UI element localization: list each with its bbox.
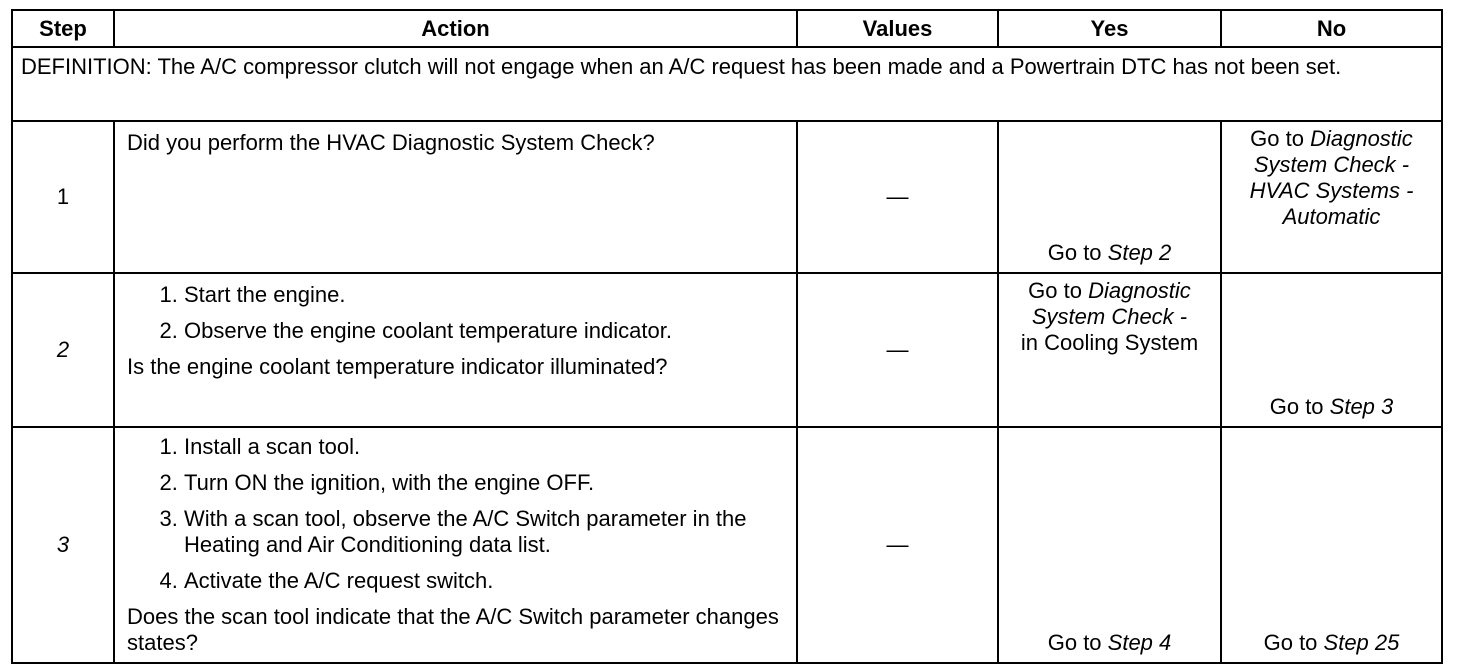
yes-goto-link: Diagnostic System Check - [1031,278,1191,329]
action-cell [114,121,797,273]
step-number: 2 [12,273,114,427]
action-steps-list [127,434,786,594]
no-goto-link: Step 25 [1323,630,1400,655]
action-question: Does the scan tool indicate that the A/C Switch parameter changes states? [127,604,779,655]
header-no: No [1221,10,1442,47]
yes-goto-prefix: Go to [1028,278,1089,303]
no-goto-prefix: Go to [1263,630,1324,655]
action-step: 3. With a scan tool, observe the A/C Switch parameter in the Heating and Air Conditioning data list. [184,506,786,558]
header-values: Values [797,10,998,47]
step-number: 1 [12,121,114,273]
no-goto [1222,630,1441,656]
action-step: 2. Turn ON the ignition, with the engine OFF. [184,470,786,496]
action-question: Did you perform the HVAC Diagnostic System Check? [127,130,655,155]
yes-goto-prefix: Go to [1047,240,1108,265]
yes-goto [999,630,1220,656]
value-cell: — [797,273,998,427]
header-row [12,10,1442,47]
yes-goto-prefix: Go to [1047,630,1108,655]
table-row [12,121,1442,273]
action-cell [114,427,797,663]
action-step: 1. Install a scan tool. [184,434,786,460]
yes-cell [998,121,1221,273]
diagnostic-table [11,9,1443,664]
header-step: Step [12,10,114,47]
diagnostic-table-container [11,9,1443,664]
step-number: 3 [12,427,114,663]
header-yes: Yes [998,10,1221,47]
value-cell: — [797,121,998,273]
table-row [12,273,1442,427]
yes-cell [998,427,1221,663]
yes-goto-suffix: in Cooling System [1020,330,1199,355]
definition-row [12,47,1442,121]
yes-cell [998,273,1221,427]
no-goto-prefix: Go to [1269,394,1330,419]
action-question: Is the engine coolant temperature indicator illuminated? [127,354,668,379]
header-action: Action [114,10,797,47]
table-row [12,427,1442,663]
action-step: 1. Start the engine. [184,282,786,308]
value-cell: — [797,427,998,663]
no-goto-link: Diagnostic System Check - HVAC Systems - Automatic [1249,126,1414,229]
yes-goto-link: Step 2 [1107,240,1172,265]
yes-goto-link: Step 4 [1107,630,1172,655]
no-goto-prefix: Go to [1250,126,1311,151]
action-step: 2. Observe the engine coolant temperature indicator. [184,318,786,344]
yes-goto [999,278,1220,356]
no-cell [1221,273,1442,427]
definition-text: DEFINITION: The A/C compressor clutch will not engage when an A/C request has been made and a Powertrain DTC has not been set. [12,47,1442,121]
action-cell [114,273,797,427]
no-goto [1222,394,1441,420]
no-goto-link: Step 3 [1329,394,1394,419]
action-steps-list [127,282,786,344]
no-cell [1221,121,1442,273]
action-step: 4. Activate the A/C request switch. [184,568,786,594]
no-cell [1221,427,1442,663]
no-goto [1222,126,1441,230]
yes-goto [999,240,1220,266]
